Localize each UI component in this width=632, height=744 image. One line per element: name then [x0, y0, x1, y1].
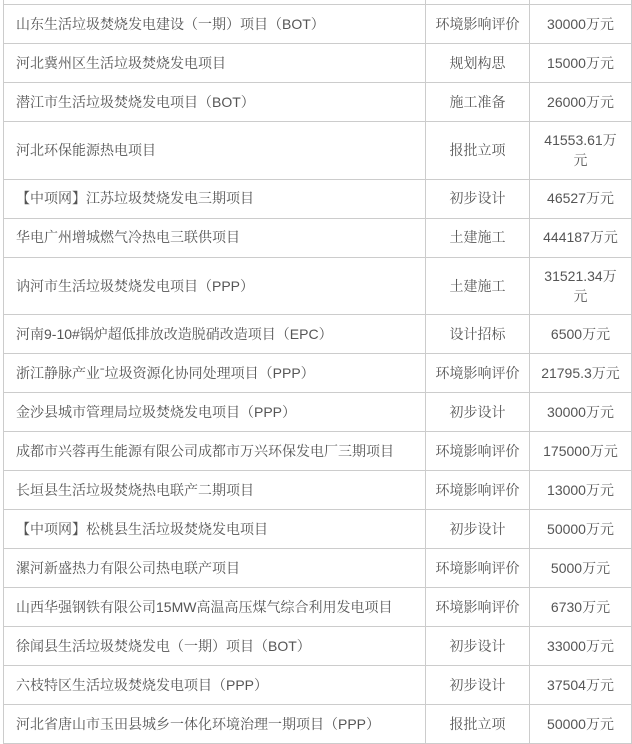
project-name-cell: 山东生活垃圾焚烧发电建设（一期）项目（BOT）: [4, 5, 426, 44]
project-status-cell: 规划构思: [426, 44, 530, 83]
project-status-cell: 初步设计: [426, 666, 530, 705]
project-amount-cell: 175000万元: [530, 432, 632, 471]
table-row: [4, 218, 632, 257]
project-name-cell: 六枝特区生活垃圾焚烧发电项目（PPP）: [4, 666, 426, 705]
project-amount-cell: 46527万元: [530, 179, 632, 218]
table-row: [4, 122, 632, 180]
project-amount-cell: 50000万元: [530, 705, 632, 744]
project-name-cell: 讷河市生活垃圾焚烧发电项目（PPP）: [4, 257, 426, 315]
project-status-cell: 环境影响评价: [426, 549, 530, 588]
project-amount-cell: 26000万元: [530, 83, 632, 122]
project-amount-cell: 444187万元: [530, 218, 632, 257]
project-status-cell: 报批立项: [426, 122, 530, 180]
table-row: [4, 432, 632, 471]
project-name-cell: 【中项网】江苏垃圾焚烧发电三期项目: [4, 179, 426, 218]
project-name-cell: 徐闻县生活垃圾焚烧发电（一期）项目（BOT）: [4, 627, 426, 666]
table-row: [4, 44, 632, 83]
project-amount-cell: 6730万元: [530, 588, 632, 627]
project-name-cell: 浙江静脉产业ˉ垃圾资源化协同处理项目（PPP）: [4, 354, 426, 393]
project-amount-cell: 6500万元: [530, 315, 632, 354]
table-row: [4, 315, 632, 354]
project-name-cell: 河北省唐山市玉田县城乡一体化环境治理一期项目（PPP）: [4, 705, 426, 744]
table-row: [4, 179, 632, 218]
project-status-cell: 初步设计: [426, 393, 530, 432]
table-row: [4, 257, 632, 315]
project-amount-cell: 13000万元: [530, 471, 632, 510]
table-row: [4, 666, 632, 705]
table-row: [4, 393, 632, 432]
project-status-cell: 设计招标: [426, 315, 530, 354]
project-name-cell: 漯河新盛热力有限公司热电联产项目: [4, 549, 426, 588]
project-status-cell: 报批立项: [426, 705, 530, 744]
project-status-cell: 环境影响评价: [426, 5, 530, 44]
project-name-cell: 河南9-10#锅炉超低排放改造脱硝改造项目（EPC）: [4, 315, 426, 354]
project-name-cell: 山西华强钢铁有限公司15MW高温高压煤气综合利用发电项目: [4, 588, 426, 627]
table-row: [4, 83, 632, 122]
project-status-cell: 环境影响评价: [426, 432, 530, 471]
table-row: [4, 5, 632, 44]
project-amount-cell: 5000万元: [530, 549, 632, 588]
project-amount-cell: 41553.61万元: [530, 122, 632, 180]
table-row: [4, 510, 632, 549]
project-status-cell: 环境影响评价: [426, 354, 530, 393]
project-status-cell: 施工准备: [426, 83, 530, 122]
project-amount-cell: 15000万元: [530, 44, 632, 83]
project-name-cell: 长垣县生活垃圾焚烧热电联产二期项目: [4, 471, 426, 510]
project-amount-cell: 31521.34万元: [530, 257, 632, 315]
project-name-cell: 金沙县城市管理局垃圾焚烧发电项目（PPP）: [4, 393, 426, 432]
project-status-cell: 初步设计: [426, 627, 530, 666]
project-name-cell: 华电广州增城燃气冷热电三联供项目: [4, 218, 426, 257]
project-status-cell: 环境影响评价: [426, 588, 530, 627]
project-status-cell: 土建施工: [426, 218, 530, 257]
table-row: [4, 471, 632, 510]
table-row: [4, 705, 632, 744]
project-status-cell: 初步设计: [426, 179, 530, 218]
table-row: [4, 354, 632, 393]
table-row: [4, 588, 632, 627]
project-amount-cell: 30000万元: [530, 393, 632, 432]
project-amount-cell: 33000万元: [530, 627, 632, 666]
project-status-cell: 土建施工: [426, 257, 530, 315]
project-amount-cell: 21795.3万元: [530, 354, 632, 393]
project-name-cell: 【中项网】松桃县生活垃圾焚烧发电项目: [4, 510, 426, 549]
project-amount-cell: 30000万元: [530, 5, 632, 44]
projects-table-body: [4, 0, 632, 744]
project-amount-cell: 50000万元: [530, 510, 632, 549]
table-row: [4, 549, 632, 588]
project-name-cell: 潜江市生活垃圾焚烧发电项目（BOT）: [4, 83, 426, 122]
project-amount-cell: 37504万元: [530, 666, 632, 705]
project-status-cell: 初步设计: [426, 510, 530, 549]
projects-table: [3, 0, 632, 744]
project-status-cell: 环境影响评价: [426, 471, 530, 510]
table-row: [4, 627, 632, 666]
project-name-cell: 河北环保能源热电项目: [4, 122, 426, 180]
project-name-cell: 河北冀州区生活垃圾焚烧发电项目: [4, 44, 426, 83]
project-name-cell: 成都市兴蓉再生能源有限公司成都市万兴环保发电厂三期项目: [4, 432, 426, 471]
